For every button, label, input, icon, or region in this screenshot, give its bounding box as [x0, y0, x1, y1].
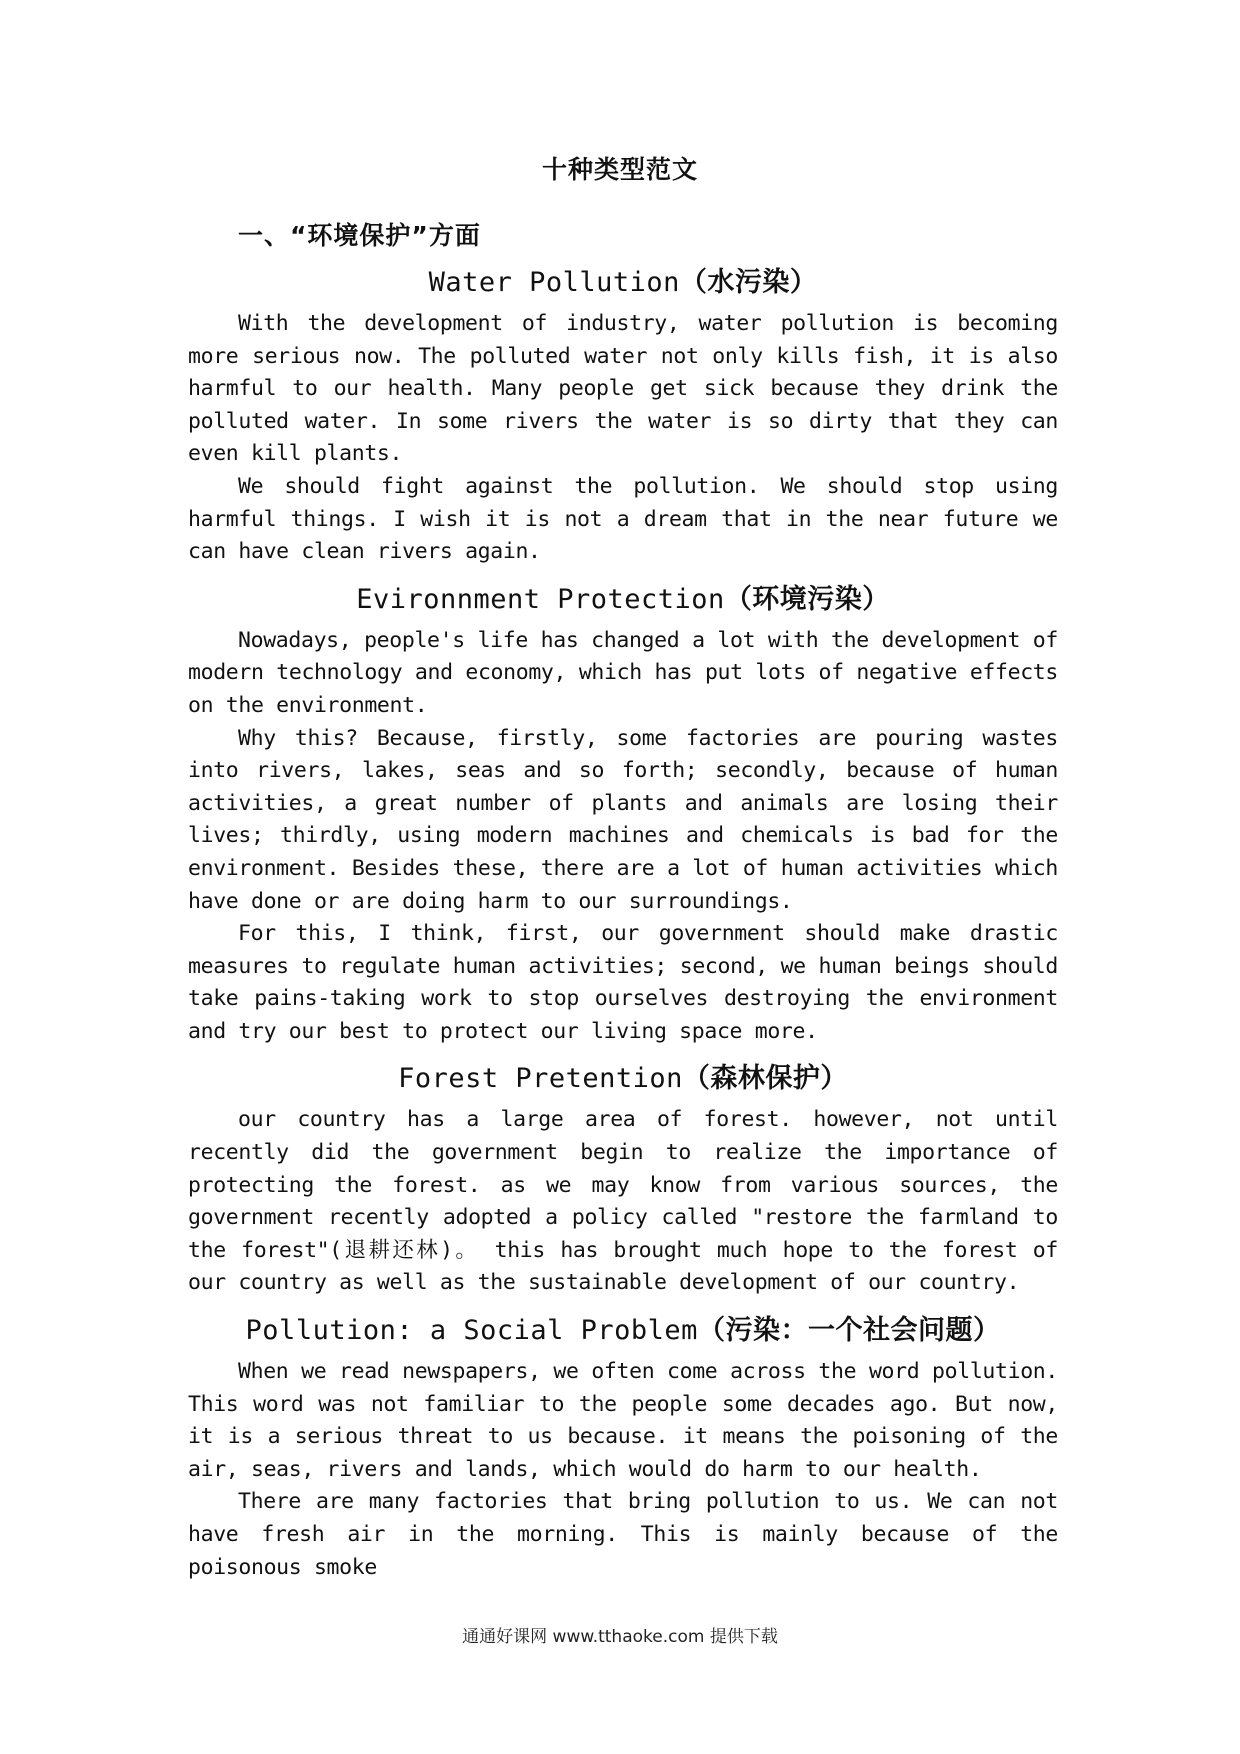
essay-paragraph: There are many factories that bring pollution to us. We can not have fresh air in the morning. This is mainly because of the poisonous smoke	[188, 1489, 1058, 1580]
essay-title-en: Forest Pretention	[398, 1063, 683, 1095]
essay-title	[188, 1054, 1058, 1104]
essay-paragraph: With the development of industry, water pollution is becoming more serious now. The polluted water not only kills fish, it is also harmful to our health. Many people get sick because they drink the polluted water. In some rivers the water is so dirty that they can even kill plants.	[188, 311, 1058, 467]
essay-title-en: Pollution: a Social Problem	[245, 1315, 698, 1347]
essay-title-en: Evironnment Protection	[356, 583, 725, 615]
essay-title	[188, 1306, 1058, 1356]
essay-paragraph: We should fight against the pollution. We should stop using harmful things. I wish it is not a dream that in the near future we can have clean rivers again.	[188, 473, 1058, 565]
essay-environment-protection	[188, 575, 1058, 1049]
essay-title-zh: （污染：一个社会问题）	[697, 1315, 1001, 1347]
essay-paragraph: For this, I think, first, our government should make drastic measures to regulate human activities; second, we human beings should take pains-taking work to stop ourselves destroying the environment and try our best to protect our living space more.	[188, 921, 1058, 1044]
essay-title	[188, 575, 1058, 625]
essay-paragraph: Nowadays, people's life has changed a lot with the development of modern technology and economy, which has put lots of negative effects on the environment.	[188, 627, 1058, 718]
essay-forest-pretention	[188, 1054, 1058, 1300]
page-footer: 通通好课网 www.tthaoke.com 提供下载	[462, 1627, 778, 1647]
essay-title-zh: （环境污染）	[724, 583, 890, 615]
essay-title-zh: （水污染）	[679, 267, 818, 298]
essay-paragraph: When we read newspapers, we often come across the word pollution. This word was not familiar to the people some decades ago. But now, it is a serious threat to us because. it means the poisoning of the air, seas, rivers and lands, which would do harm to our health.	[188, 1359, 1058, 1482]
essay-list	[188, 258, 1058, 1590]
essay-paragraph: our country has a large area of forest. however, not until recently did the government begin to realize the importance of protecting the forest. as we may know from various sources, the government recently adopted a policy called "restore the farmland to the forest"(退耕还林)。 this has brought much hope to the forest of our country as well as the sustainable development of our country.	[188, 1107, 1058, 1296]
essay-title-en: Water Pollution	[428, 267, 680, 298]
essay-title-zh: （森林保护）	[682, 1063, 848, 1095]
document-title: 十种类型范文	[541, 155, 698, 184]
essay-pollution-social-problem	[188, 1306, 1058, 1584]
essay-title	[188, 258, 1058, 308]
essay-water-pollution	[188, 258, 1058, 569]
section-heading: 一、“环境保护”方面	[238, 221, 481, 250]
essay-paragraph: Why this? Because, firstly, some factories are pouring wastes into rivers, lakes, seas and so forth; secondly, because of human activities, a great number of plants and animals are losing their lives; thirdly, using modern machines and chemicals is bad for the environment. Besides these, there are a lot of human activities which have done or are doing harm to our surroundings.	[188, 725, 1058, 914]
